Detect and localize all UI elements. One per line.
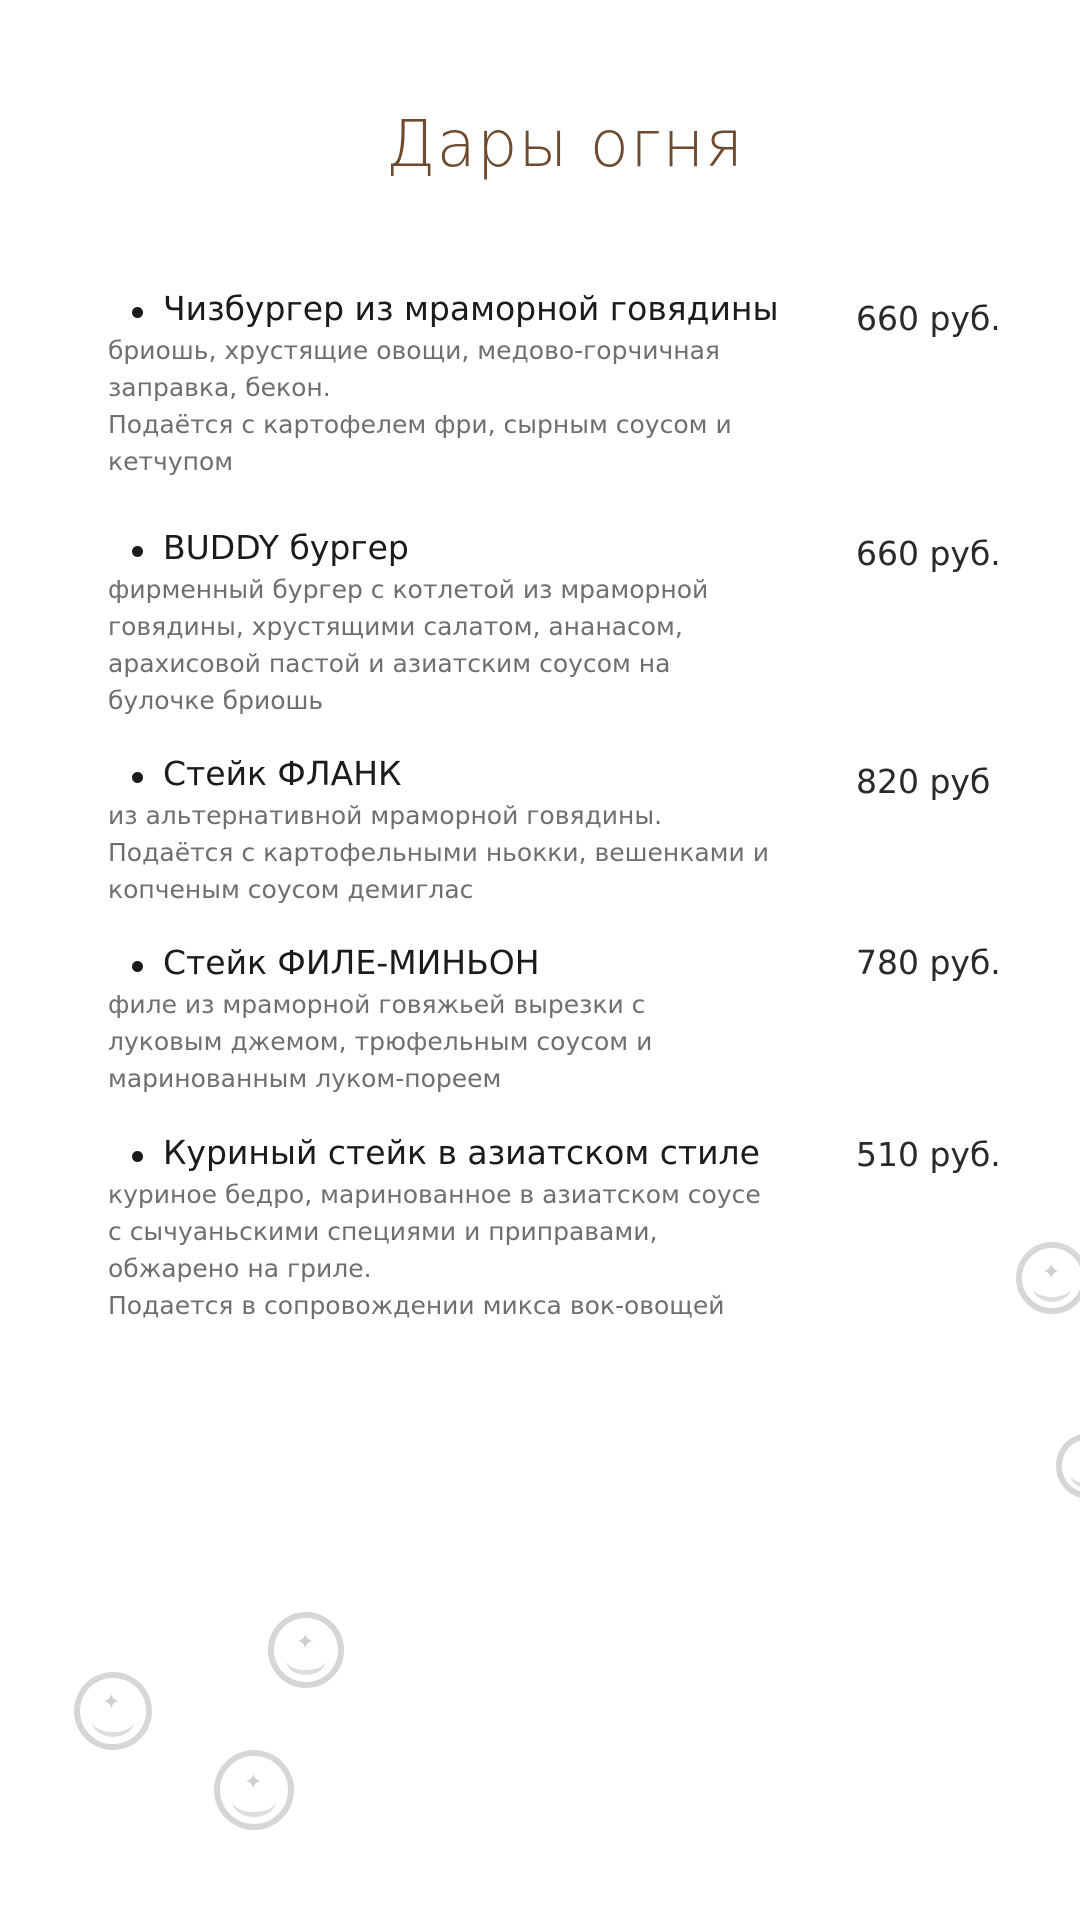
description-line: арахисовой пастой и азиатским соусом на: [108, 649, 671, 678]
description-line: куриное бедро, маринованное в азиатском соусе: [108, 1180, 761, 1209]
description-line: маринованным луком-пореем: [108, 1064, 502, 1093]
item-description: [108, 1176, 818, 1324]
description-line: филе из мраморной говяжьей вырезки с: [108, 990, 646, 1019]
decorative-star-icon: ✦: [244, 1770, 263, 1795]
decorative-star-icon: ✦: [296, 1630, 315, 1655]
description-line: бриошь, хрустящие овощи, медово-горчичная: [108, 336, 720, 365]
description-line: фирменный бургер с котлетой из мраморной: [108, 575, 709, 604]
item-description: [108, 797, 818, 908]
item-price: 660 руб.: [856, 534, 1001, 573]
description-line: говядины, хрустящими салатом, ананасом,: [108, 612, 683, 641]
description-line: Подаётся с картофелем фри, сырным соусом и: [108, 410, 732, 439]
item-price: 660 руб.: [856, 299, 1001, 338]
description-line: кетчупом: [108, 447, 234, 476]
item-name: BUDDY бургер: [163, 528, 409, 567]
item-price: 820 руб: [856, 762, 991, 801]
bullet-icon: [132, 307, 143, 318]
item-description: [108, 571, 818, 719]
decorative-star-icon: ✦: [1042, 1260, 1061, 1285]
bullet-icon: [132, 546, 143, 557]
item-description: [108, 986, 818, 1097]
description-line: копченым соусом демиглас: [108, 875, 474, 904]
description-line: из альтернативной мраморной говядины.: [108, 801, 663, 830]
decorative-bubble-icon: [1056, 1434, 1080, 1498]
item-name: Стейк ФИЛЕ-МИНЬОН: [163, 943, 540, 982]
item-description: [108, 332, 818, 480]
description-line: Подается в сопровождении микса вок-овощей: [108, 1291, 725, 1320]
item-name: Куриный стейк в азиатском стиле: [163, 1133, 760, 1172]
page-title: Дары огня: [385, 108, 745, 182]
decorative-star-icon: ✦: [102, 1690, 121, 1715]
item-name: Стейк ФЛАНК: [163, 754, 402, 793]
bullet-icon: [132, 772, 143, 783]
description-line: обжарено на гриле.: [108, 1254, 372, 1283]
description-line: луковым джемом, трюфельным соусом и: [108, 1027, 653, 1056]
bullet-icon: [132, 961, 143, 972]
item-price: 510 руб.: [856, 1135, 1001, 1174]
item-name: Чизбургер из мраморной говядины: [163, 289, 779, 328]
description-line: булочке бриошь: [108, 686, 324, 715]
description-line: с сычуаньскими специями и приправами,: [108, 1217, 658, 1246]
description-line: Подаётся с картофельными ньокки, вешенками и: [108, 838, 769, 867]
description-line: заправка, бекон.: [108, 373, 331, 402]
item-price: 780 руб.: [856, 943, 1001, 982]
bullet-icon: [132, 1151, 143, 1162]
